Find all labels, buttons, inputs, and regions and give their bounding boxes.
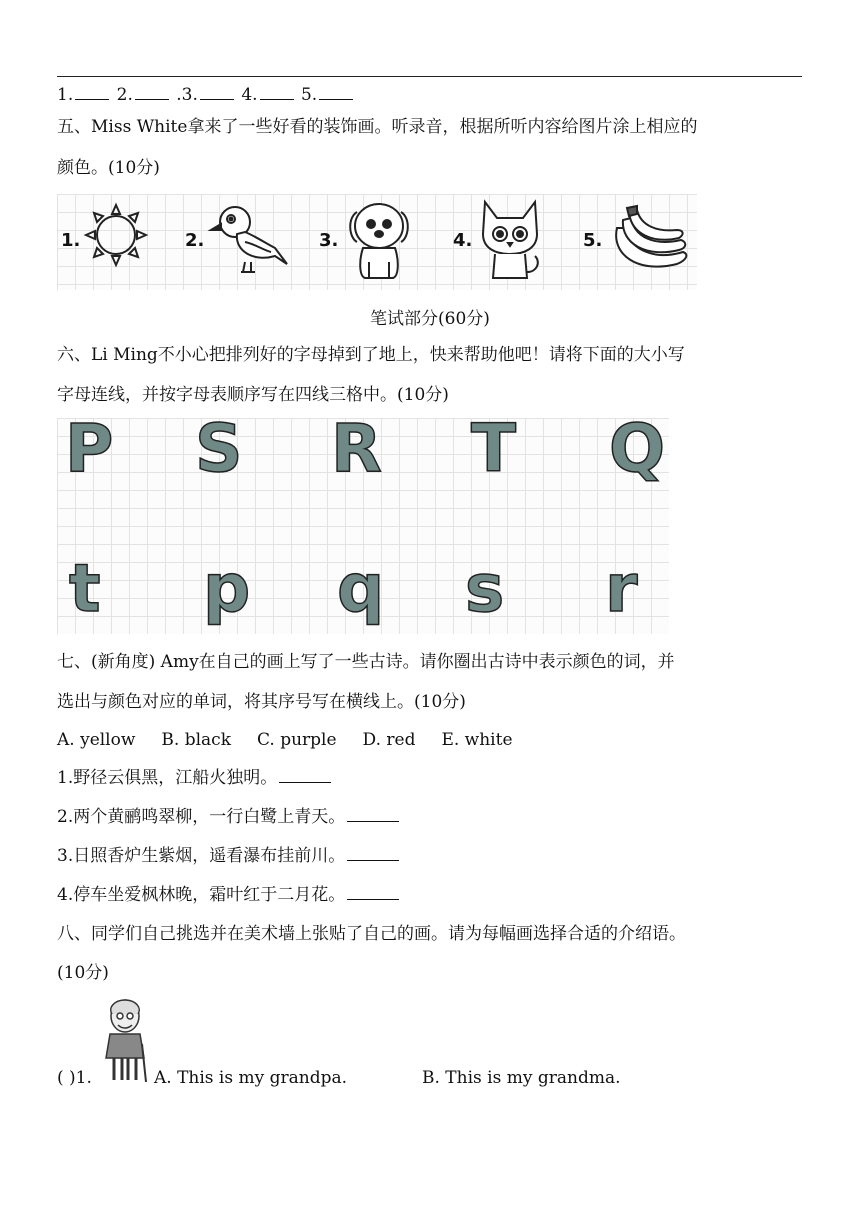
- banana-icon[interactable]: [607, 204, 693, 278]
- poem-line-4: [57, 883, 401, 907]
- q5-label-3: 3.: [319, 230, 339, 251]
- answer-label-5: 5.: [300, 85, 318, 105]
- option-black: B. black: [161, 730, 231, 750]
- answer-blank-2[interactable]: [135, 83, 169, 100]
- q5-label-1: 1.: [61, 230, 81, 251]
- uppercase-letter: T: [471, 410, 517, 487]
- poem-answer-blank[interactable]: [347, 844, 399, 861]
- q8-option-b[interactable]: B. This is my grandma.: [422, 1068, 621, 1088]
- q5-instruction-line1: 五、Miss White拿来了一些好看的装饰画。听录音，根据所听内容给图片涂上相应的: [57, 117, 698, 137]
- poem-answer-blank[interactable]: [347, 805, 399, 822]
- cat-icon[interactable]: [475, 196, 545, 284]
- bird-icon[interactable]: [205, 200, 291, 278]
- q6-instruction-line1: 六、Li Ming不小心把排列好的字母掉到了地上，快来帮助他吧！请将下面的大小写: [57, 345, 685, 365]
- uppercase-letter: P: [65, 410, 114, 487]
- q6-letters-grid: [57, 410, 669, 634]
- lowercase-letter: r: [605, 550, 638, 627]
- poem-line-3: [57, 844, 401, 868]
- lowercase-letter-card[interactable]: [601, 550, 661, 632]
- uppercase-letter-card[interactable]: [605, 410, 666, 488]
- q8-item-1-prefix: ( )1.: [57, 1068, 92, 1088]
- lowercase-letter-card[interactable]: [65, 550, 125, 632]
- lowercase-letter: t: [69, 550, 101, 627]
- uppercase-letter: S: [195, 410, 243, 487]
- answer-row: [57, 83, 355, 107]
- poem-text: 3.日照香炉生紫烟，遥看瀑布挂前川。: [57, 846, 346, 866]
- written-section-title: 笔试部分(60分): [370, 309, 490, 329]
- q5-instruction-line2: 颜色。(10分): [57, 158, 160, 178]
- q5-picture-strip: [57, 194, 697, 290]
- answer-blank-3[interactable]: [200, 83, 234, 100]
- lowercase-letter-card[interactable]: [461, 550, 521, 632]
- option-white: E. white: [441, 730, 513, 750]
- option-red: D. red: [362, 730, 416, 750]
- poem-answer-blank[interactable]: [279, 766, 331, 783]
- lowercase-letter-card[interactable]: [199, 550, 259, 632]
- q7-instruction-line2: 选出与颜色对应的单词，将其序号写在横线上。(10分): [57, 692, 466, 712]
- uppercase-letter-card[interactable]: [467, 410, 527, 488]
- uppercase-letter: R: [331, 410, 382, 487]
- lowercase-letter: s: [465, 550, 505, 627]
- q6-instruction-line2: 字母连线，并按字母表顺序写在四线三格中。(10分): [57, 385, 449, 405]
- answer-blank-4[interactable]: [260, 83, 294, 100]
- q5-label-4: 4.: [453, 230, 473, 251]
- lowercase-letter: q: [337, 550, 385, 627]
- q7-instruction-line1: 七、(新角度) Amy在自己的画上写了一些古诗。请你圈出古诗中表示颜色的词，并: [57, 652, 675, 672]
- poem-text: 4.停车坐爱枫林晚，霜叶红于二月花。: [57, 885, 346, 905]
- q7-options: [57, 728, 539, 752]
- option-yellow: A. yellow: [57, 730, 136, 750]
- lowercase-letter: p: [203, 550, 251, 627]
- answer-label-1: 1.: [57, 85, 74, 105]
- poem-text: 1.野径云俱黑，江船火独明。: [57, 768, 278, 788]
- poem-text: 2.两个黄鹂鸣翠柳，一行白鹭上青天。: [57, 807, 346, 827]
- poem-line-2: [57, 805, 401, 829]
- uppercase-letter-card[interactable]: [61, 410, 121, 488]
- grandpa-icon[interactable]: [100, 998, 150, 1084]
- answer-blank-5[interactable]: [319, 83, 353, 100]
- q5-label-2: 2.: [185, 230, 205, 251]
- q8-option-a[interactable]: A. This is my grandpa.: [154, 1068, 348, 1088]
- q8-instruction-line1: 八、同学们自己挑选并在美术墙上张贴了自己的画。请为每幅画选择合适的介绍语。: [57, 924, 686, 944]
- answer-label-2: 2.: [116, 85, 133, 105]
- answer-blank-1[interactable]: [75, 83, 109, 100]
- poem-line-1: [57, 766, 333, 790]
- sun-icon[interactable]: [83, 202, 149, 268]
- top-rule: [57, 76, 802, 77]
- q5-label-5: 5.: [583, 230, 603, 251]
- lowercase-letter-card[interactable]: [333, 550, 393, 632]
- uppercase-letter-card[interactable]: [191, 410, 251, 488]
- q8-instruction-line2: (10分): [57, 963, 109, 983]
- dog-icon[interactable]: [343, 198, 415, 284]
- answer-label-3: .3.: [176, 85, 198, 105]
- uppercase-letter: Q: [609, 410, 666, 487]
- poem-answer-blank[interactable]: [347, 883, 399, 900]
- answer-label-4: 4.: [241, 85, 258, 105]
- option-purple: C. purple: [257, 730, 337, 750]
- uppercase-letter-card[interactable]: [327, 410, 387, 488]
